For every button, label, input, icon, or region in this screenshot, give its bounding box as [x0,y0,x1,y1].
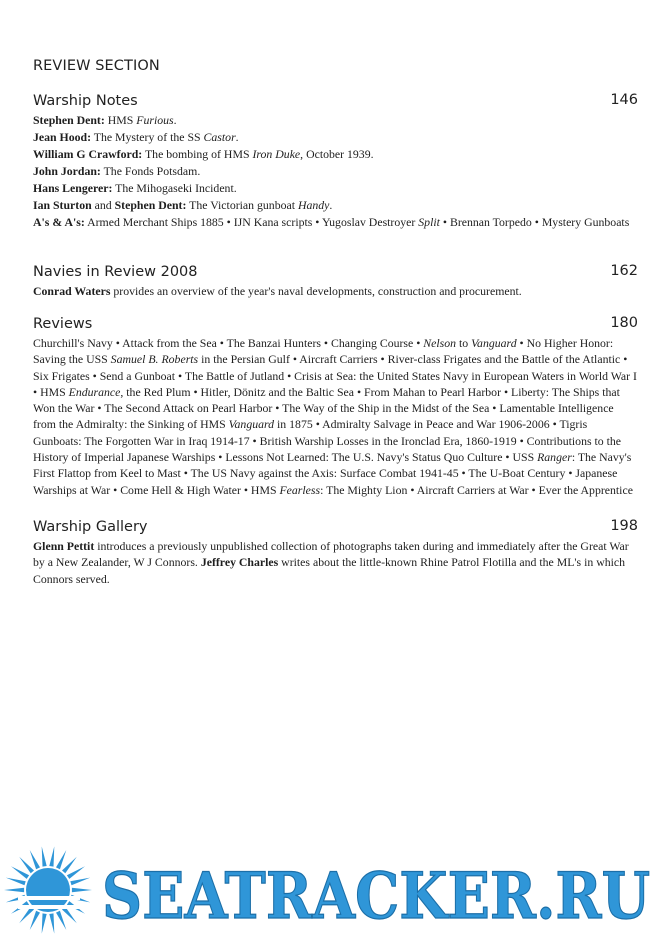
entry-author: Ian Sturton [33,198,92,212]
entry-author: Jean Hood: [33,130,92,144]
section-page-number: 162 [610,263,638,279]
sun-ray [67,866,85,879]
section-title: Reviews [33,316,93,332]
section-warship-notes [33,92,638,230]
toc-entry: Hans Lengerer: The Mihogaseki Incident. [33,181,237,195]
sun-ray [56,911,66,930]
sun-ray [62,907,77,924]
sun-ray [19,857,34,874]
entry-author: Jeffrey Charles [200,555,279,570]
sun-ray [11,866,29,879]
toc-entry: A's & A's: Armed Merchant Ships 1885 • IJN Kana scripts • Yugoslav Destroyer Split • Brennan Torpedo • Mystery Gunboats [33,215,630,229]
toc-entry: William G Crawford: The bombing of HMS Iron Duke, October 1939. [33,147,374,161]
sun-ray [4,888,24,892]
section-page-number: 146 [610,92,638,108]
watermark-graphic [0,838,667,940]
entry-author: Stephen Dent: [33,113,105,127]
section-description: Glenn Pettit introduces a previously unpublished collection of photographs taken during and immediately after the Great War by a New Zealander, W J Connors. Jeffrey Charles writes about the little-known Rhine Patrol Flotilla and the ML's in which Connors served. [33,539,629,586]
entry-author: Glenn Pettit [33,539,95,553]
section-page-number: 198 [610,518,638,534]
entry-author: John Jordan: [33,164,101,178]
section-title: Warship Gallery [33,519,148,535]
page-header: REVIEW SECTION [33,58,160,74]
entry-author: Conrad Waters [33,284,111,298]
section-warship-gallery [33,518,638,587]
watermark [0,838,667,940]
entry-author: Stephen Dent: [114,198,187,212]
watermark-text: SEATRACKER.RU [102,859,650,934]
entry-author: William G Crawford: [33,147,143,161]
sun-ray [56,850,66,869]
section-title: Warship Notes [33,93,138,109]
toc-entry: Jean Hood: The Mystery of the SS Castor. [33,130,239,144]
section-reviews [33,315,638,498]
section-description: Conrad Waters provides an overview of the year's naval developments, construction and procurement. [33,284,522,298]
entry-author: A's & A's: [33,215,85,229]
section-navies-in-review [33,263,638,299]
sun-ray [42,913,47,933]
section-page-number: 180 [610,315,638,331]
sun-ray [72,888,92,892]
sun-ray [42,846,47,866]
entry-author: Hans Lengerer: [33,181,113,195]
toc-entry: John Jordan: The Fonds Potsdam. [33,164,201,178]
sun-ray [49,846,54,866]
sun-icon [4,846,92,933]
toc-entry: Stephen Dent: HMS Furious. [33,113,177,127]
sun-ray [19,907,34,924]
sun-ray [30,850,40,869]
sun-ray [6,878,26,886]
toc-entry: Ian Sturton and Stephen Dent: The Victorian gunboat Handy. [33,198,333,212]
sun-ray [49,913,54,933]
sun-ray [70,878,90,886]
section-title: Navies in Review 2008 [33,264,198,280]
sun-ray [62,857,77,874]
reviews-list: Churchill's Navy • Attack from the Sea • The Banzai Hunters • Changing Course • Nelson to Vanguard • No Higher Honor: Saving the USS Samuel B. Roberts in the Persian Gulf • Aircraft Carriers • River-class Frigates and the Battle of the Atlantic • Six Frigates • Send a Gunboat • The Battle of Jutland • Crisis at Sea: the United States Navy in European Waters in World War I • HMS Endurance, the Red Plum • Hitler, Dönitz and the Baltic Sea • From Mahan to Pearl Harbor • Liberty: The Ships that Won the War • The Second Attack on Pearl Harbor • The Way of the Ship in the Midst of the Sea • Lamentable Intelligence from the Admiralty: the Sinking of HMS Vanguard in 1875 • Admiralty Salvage in Peace and War 1906-2006 • Tigris Gunboats: The Forgotten War in Iraq 1914-17 • British Warship Losses in the Ironclad Era, 1860-1919 • Contributions to the History of Imperial Japanese Warships • Lessons Not Learned: The U.S. Navy's Status Quo Culture • USS Ranger: The Navy's First Flattop from Keel to Mast • The US Navy against the Axis: Surface Combat 1941-45 • The U-Boat Century • Japanese Warships at War • Come Hell & High Water • HMS Fearless: The Mighty Lion • Aircraft Carriers at War • Ever the Apprentice [33,336,637,497]
sun-ray [30,911,40,930]
